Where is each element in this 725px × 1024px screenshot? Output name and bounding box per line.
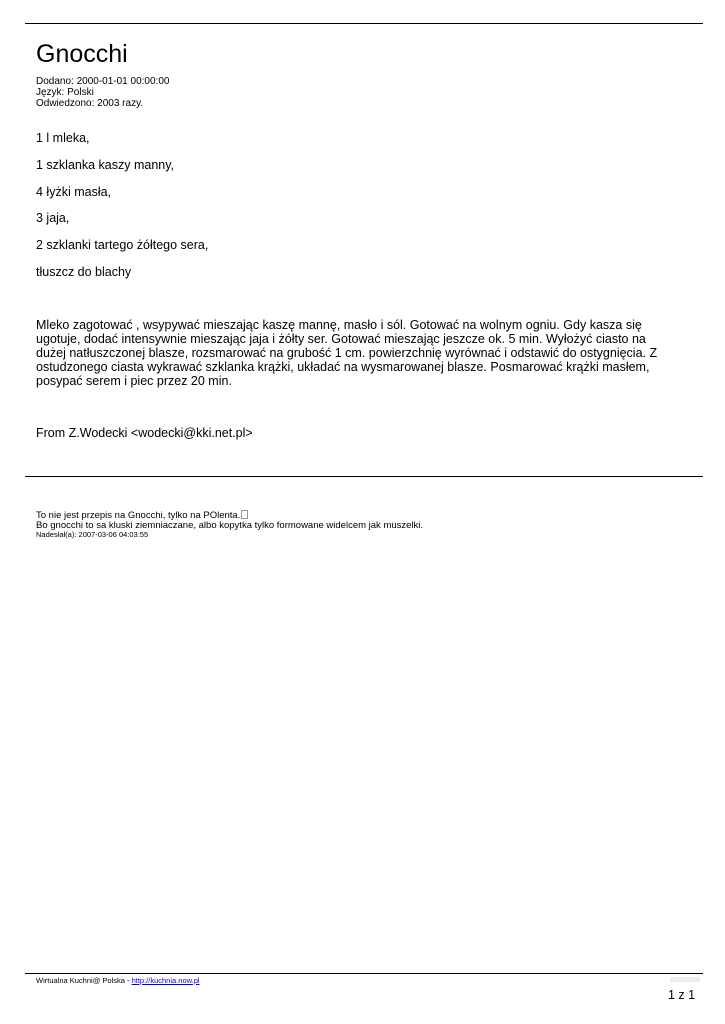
date-added: Dodano: 2000-01-01 00:00:00 [36, 76, 170, 87]
footer-rule [25, 973, 703, 974]
footer-site-label [36, 976, 200, 985]
top-rule [25, 23, 703, 24]
language: Język: Polski [36, 87, 94, 98]
ingredient-item: 1 l mleka, [36, 131, 90, 145]
comment-posted-date: Nadesłał(a): 2007-03-06 04:03:55 [36, 530, 149, 539]
comment-line: Bo gnocchi to sa kluski ziemniaczane, albo kopytka tylko formowane widelcem jak muszelki. [36, 520, 424, 531]
ingredient-item: 2 szklanki tartego żółtego sera, [36, 238, 209, 252]
ingredient-item: tłuszcz do blachy [36, 265, 132, 279]
page-title: Gnocchi [36, 40, 128, 68]
footer-site-link[interactable]: http://kuchnia.now.pl [131, 976, 200, 985]
visit-count: Odwiedzono: 2003 razy. [36, 98, 144, 109]
page-number: 1 z 1 [668, 988, 696, 1002]
ingredient-item: 1 szklanka kaszy manny, [36, 158, 175, 172]
section-rule [25, 476, 703, 477]
footer-watermark [670, 977, 700, 982]
ingredient-item: 3 jaja, [36, 211, 70, 225]
missing-glyph-icon [241, 510, 248, 519]
author-signature: From Z.Wodecki <wodecki@kki.net.pl> [36, 426, 253, 440]
comment-line-text: To nie jest przepis na Gnocchi, tylko na POlenta. [36, 510, 241, 521]
ingredient-item: 4 łyżki masła, [36, 185, 112, 199]
footer-site-name: Wirtualna Kuchni@ Polska - [36, 976, 132, 985]
instructions-paragraph: Mleko zagotować , wsypywać mieszając kaszę mannę, masło i sól. Gotować na wolnym ogniu. Gdy kasza się ugotuje, dodać intensywnie mieszając jaja i żółty ser. Gotować mieszając jeszcze ok. 5 min. Wyłożyć ciasto na dużej natłuszczonej blasze, rozsmarować na grubość 1 cm. powierzchnię wyrównać i odstawić do ostygnięcia. Z ostudzonego ciasta wykrawać szklanka krążki, układać na wysmarowanej blasze. Posmarować krążki masłem, posypać serem i piec przez 20 min. [36, 318, 658, 388]
